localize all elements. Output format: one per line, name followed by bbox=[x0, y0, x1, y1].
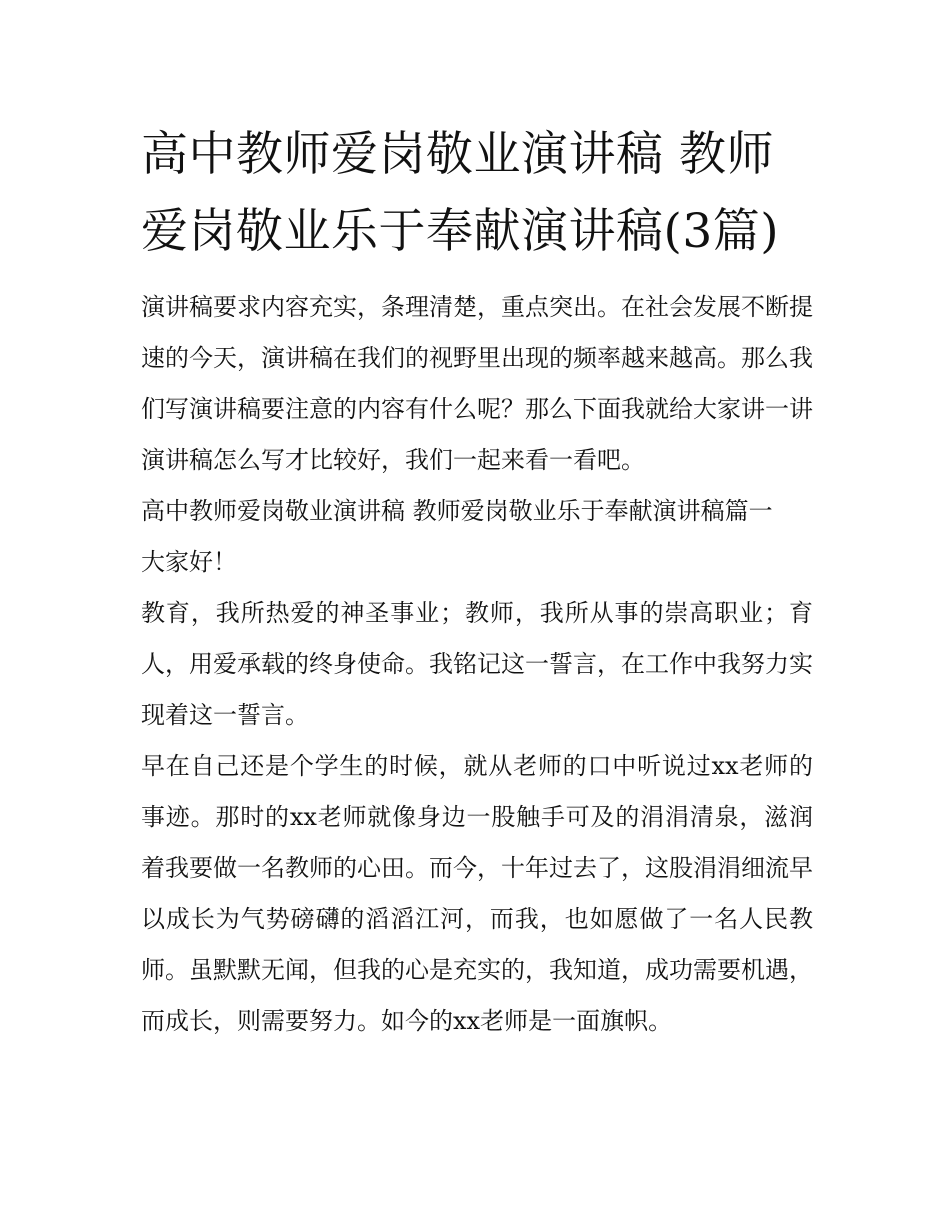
document-title: 高中教师爱岗敬业演讲稿 教师爱岗敬业乐于奉献演讲稿(3篇) bbox=[141, 127, 780, 259]
body-paragraph: 教育，我所热爱的神圣事业；教师，我所从事的崇高职业；育人，用爱承载的终身使命。我铭记这一誓言，在工作中我努力实现着这一誓言。 bbox=[141, 599, 813, 729]
intro-paragraph: 演讲稿要求内容充实，条理清楚，重点突出。在社会发展不断提速的今天，演讲稿在我们的视野里出现的频率越来越高。那么我们写演讲稿要注意的内容有什么呢？那么下面我就给大家讲一讲演讲稿怎么写才比较好，我们一起来看一看吧。 bbox=[141, 293, 813, 474]
document-body bbox=[141, 116, 813, 1047]
body-paragraph: 早在自己还是个学生的时候，就从老师的口中听说过xx老师的事迹。那时的xx老师就像身边一股触手可及的涓涓清泉，滋润着我要做一名教师的心田。而今，十年过去了，这股涓涓细流早以成长为气势磅礴的滔滔江河，而我，也如愿做了一名人民教师。虽默默无闻，但我的心是充实的，我知道，成功需要机遇，而成长，则需要努力。如今的xx老师是一面旗帜。 bbox=[141, 752, 813, 1035]
greeting-paragraph: 大家好！ bbox=[141, 548, 237, 576]
section-heading: 高中教师爱岗敬业演讲稿 教师爱岗敬业乐于奉献演讲稿篇一 bbox=[141, 497, 773, 525]
